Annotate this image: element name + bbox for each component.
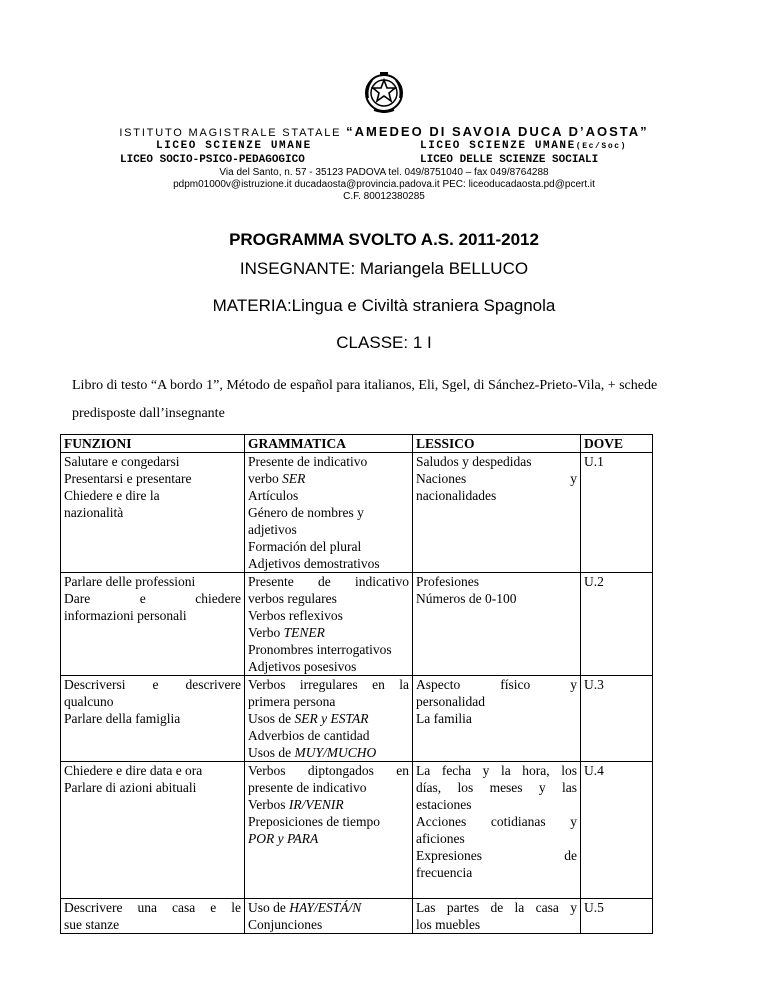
ir-venir: IR/VENIR xyxy=(288,797,344,812)
subject-line: MATERIA:Lingua e Civiltà straniera Spagnola xyxy=(212,296,556,315)
class-line: CLASSE: 1 I xyxy=(336,333,432,352)
cell-lessico: Saludos y despedidas Naciones y nacionalidades xyxy=(413,453,581,573)
table-row xyxy=(61,899,653,934)
liceo-delle-scienze-sociali: LICEO DELLE SCIENZE SOCIALI xyxy=(420,154,599,166)
cell-grammatica: Presente de indicativo verbo SER Artículos Género de nombres y adjetivos Formación del plural Adjetivos demostrativos xyxy=(245,453,413,573)
verb-ser: SER xyxy=(282,471,306,486)
hay-esta: HAY/ESTÁ/N xyxy=(289,900,362,915)
cell-dove: U.3 xyxy=(581,676,653,762)
liceo-scienze-umane-ec-soc: LICEO SCIENZE UMANE(Ec/Soc) xyxy=(420,140,628,152)
por-y-para: POR y PARA xyxy=(248,831,319,846)
program-table xyxy=(60,434,653,934)
cell-grammatica: Verbos irregulares en la primera persona Usos de SER y ESTAR Adverbios de cantidad Usos de MUY/MUCHO xyxy=(245,676,413,762)
header-dove: DOVE xyxy=(581,435,653,453)
cell-lessico: La fecha y la hora, los días, los meses y las estaciones Acciones cotidianas y aficiones Expresiones de frecuencia xyxy=(413,762,581,899)
cell-grammatica: Presente de indicativo verbos regulares Verbos reflexivos Verbo TENER Pronombres interrogativos Adjetivos posesivos xyxy=(245,573,413,676)
address-line: Via del Santo, n. 57 - 35123 PADOVA tel. 049/8751040 – fax 049/8764288 xyxy=(219,167,549,178)
cell-funzioni: Descrivere una casa e le sue stanze xyxy=(61,899,245,934)
cell-funzioni: Salutare e congedarsi Presentarsi e presentare Chiedere e dire la nazionalità xyxy=(61,453,245,573)
liceo-socio-psico-pedagogico: LICEO SOCIO-PSICO-PEDAGOGICO xyxy=(120,154,305,166)
teacher-line: INSEGNANTE: Mariangela BELLUCO xyxy=(239,259,529,278)
cell-lessico: Profesiones Números de 0-100 xyxy=(413,573,581,676)
table-row xyxy=(61,676,653,762)
institute-prefix: ISTITUTO MAGISTRALE STATALE xyxy=(119,127,342,139)
table-row xyxy=(61,573,653,676)
cell-grammatica: Uso de HAY/ESTÁ/N Conjunciones xyxy=(245,899,413,934)
header-grammatica: GRAMMATICA xyxy=(245,435,413,453)
header-lessico: LESSICO xyxy=(413,435,581,453)
textbook-intro: Libro di testo “A bordo 1”, Método de español para italianos, Eli, Sgel, di Sánchez-Prieto-Vila, + schede predisposte dall’insegnante xyxy=(72,378,658,421)
ser-y-estar: SER y ESTAR xyxy=(294,711,369,726)
verb-tener: TENER xyxy=(283,625,325,640)
cell-grammatica: Verbos diptongados en presente de indicativo Verbos IR/VENIR Preposiciones de tiempo POR y PARA xyxy=(245,762,413,899)
table-header-row xyxy=(61,435,653,453)
italian-republic-emblem xyxy=(360,68,408,116)
cell-funzioni: Chiedere e dire data e ora Parlare di azioni abituali xyxy=(61,762,245,899)
page-title: PROGRAMMA SVOLTO A.S. 2011-2012 xyxy=(229,230,539,249)
liceo-scienze-umane: LICEO SCIENZE UMANE xyxy=(156,140,312,152)
muy-mucho: MUY/MUCHO xyxy=(294,745,377,760)
cell-dove: U.1 xyxy=(581,453,653,573)
fiscal-code-line: C.F. 80012380285 xyxy=(343,191,425,202)
cell-dove: U.4 xyxy=(581,762,653,899)
cell-lessico: Aspecto físico y personalidad La familia xyxy=(413,676,581,762)
table-row xyxy=(61,453,653,573)
institute-name: “AMEDEO DI SAVOIA DUCA D’AOSTA” xyxy=(346,124,649,139)
cell-funzioni: Parlare delle professioni Dare e chiedere informazioni personali xyxy=(61,573,245,676)
cell-dove: U.5 xyxy=(581,899,653,934)
email-line: pdpm01000v@istruzione.it ducadaosta@provincia.padova.it PEC: liceoducadaosta.pd@pcert.it xyxy=(173,179,595,190)
cell-lessico: Las partes de la casa y los muebles xyxy=(413,899,581,934)
header-funzioni: FUNZIONI xyxy=(61,435,245,453)
table-row xyxy=(61,762,653,899)
institute-heading xyxy=(0,124,768,139)
cell-dove: U.2 xyxy=(581,573,653,676)
cell-funzioni: Descriversi e descrivere qualcuno Parlare della famiglia xyxy=(61,676,245,762)
